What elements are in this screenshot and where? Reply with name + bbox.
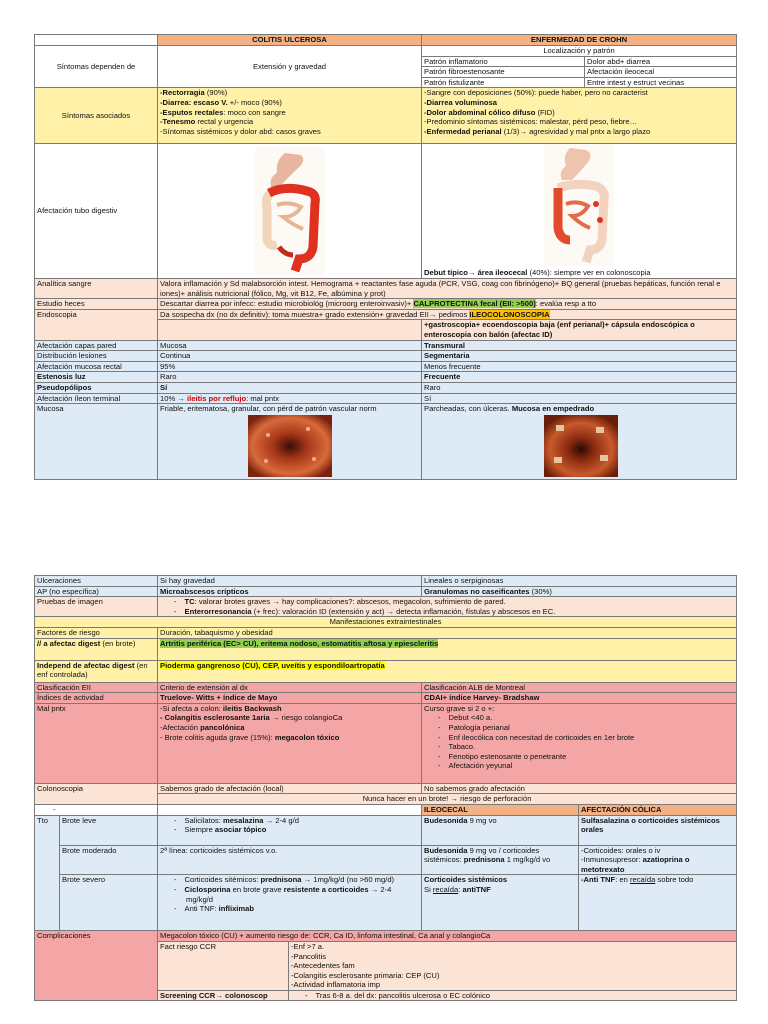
row-label-ileon: Afectación íleon terminal bbox=[35, 393, 158, 404]
cu-ileon: 10% → ileitis por reflujo: mal pntx bbox=[158, 393, 422, 404]
endoscopia-crohn: +gastroscopia+ ecoendoscopia baja (enf perianal)+ cápsula endoscópica o enteroscopia con balón (afectac ID) bbox=[422, 320, 737, 340]
section-extraintestinales: Manifestaciones extraintestinales bbox=[35, 617, 737, 628]
header-enfermedad-crohn: ENFERMEDAD DE CROHN bbox=[422, 35, 737, 46]
row-label-ap: AP (no específica) bbox=[35, 586, 158, 597]
cu-clasificacion: Criterio de extensión al dx bbox=[158, 682, 422, 693]
tto-severo-ileo: Corticoides sistémicos Si recaída: antiTNF bbox=[422, 875, 579, 931]
heces-text: Descartar diarrea por infecc: estudio microbiológ (microorg enteroinvasiv)+ CALPROTECTINA fecal (EII: >500): evalúa resp a tto bbox=[158, 299, 737, 310]
cu-afectacion-illustration bbox=[158, 144, 422, 279]
row-label-riesgo: Factores de riesgo bbox=[35, 627, 158, 638]
crohn-mucosa: Parcheadas, con úlceras. Mucosa en empedrado bbox=[422, 404, 737, 480]
screening-text: - Tras 6-8 a. del dx: pancolitis ulcerosa o EC colónico bbox=[289, 990, 737, 1001]
cu-sintomas-dependen: Extensión y gravedad bbox=[158, 46, 422, 88]
row-label-colonoscopia: Colonoscopia bbox=[35, 783, 158, 804]
row-label-paralelo: // a afectac digest (en brote) bbox=[35, 638, 158, 660]
crohn-indices: CDAI+ índice Harvey- Bradshaw bbox=[422, 693, 737, 704]
patron-name: Patrón fistulizante bbox=[422, 77, 585, 88]
colon-illustration-cu bbox=[255, 147, 325, 275]
tto-header-dash: - bbox=[35, 804, 158, 815]
row-label-sintomas-dependen: Síntomas dependen de bbox=[35, 46, 158, 88]
cu-value: Mucosa bbox=[158, 340, 422, 351]
cu-value: Raro bbox=[158, 372, 422, 383]
tto-severo-label: Brote severo bbox=[60, 875, 158, 931]
row-label: Afectación mucosa rectal bbox=[35, 361, 158, 372]
row-label-tto: Tto bbox=[35, 815, 60, 931]
fact-riesgo-list: -Enf >7 a. -Pancolitis -Antecedentes fam -Colangitis esclerosante primaria: CEP (CU) -Actividad inflamatoria imp bbox=[289, 941, 737, 990]
tto-moderado-colica: -Corticoides: orales o iv -Inmunosupresor: azatioprina o metotrexato bbox=[579, 845, 737, 875]
colon-illustration-crohn bbox=[544, 144, 614, 266]
crohn-sintomas-asociados: -Sangre con deposiciones (50%): puede haber, pero no caracterist -Diarrea voluminosa -Dolor abdominal cólico difuso (FID) -Predominio síntomas sistémicos: malestar, pérd peso, fiebre… -Enfermedad perianal (1/3)→ agresividad y mal pntx a largo plazo bbox=[422, 88, 737, 144]
crohn-ap: Granulomas no caseificantes (30%) bbox=[422, 586, 737, 597]
crohn-colonoscopia: No sabemos grado afectación bbox=[422, 783, 737, 794]
patron-desc: Entre intest y estruct vecinas bbox=[585, 77, 737, 88]
crohn-malpntx: Curso grave si 2 o +: - Debut <40 a. - Patología perianal - Enf ileocólica con necesitad de corticoides en 1er brote - Tabaco. - Fenotipo estenosante o penetrante - Afectación yeyunal bbox=[422, 703, 737, 783]
crohn-value: Raro bbox=[422, 382, 737, 393]
riesgo-text: Duración, tabaquismo y obesidad bbox=[158, 627, 737, 638]
tto-severo-colica: -Anti TNF: en recaída sobre todo bbox=[579, 875, 737, 931]
tto-moderado-ileo: Budesonida 9 mg vo / corticoides sistémicos: prednisona 1 mg/kg/d vo bbox=[422, 845, 579, 875]
cu-malpntx: -Si afecta a colon: ileitis Backwash - Colangitis esclerosante 1aria → riesgo colangioCa -Afectación pancolónica - Brote colitis aguda grave (15%): megacolon tóxico bbox=[158, 703, 422, 783]
screening-label: Screening CCR→ colonoscop bbox=[158, 990, 289, 1001]
cu-sintomas-asociados: -Rectorragia (90%) -Diarrea: escaso V. +/- moco (90%) -Esputos rectales: moco con sangre -Tenesmo rectal y urgencia -Síntomas sistémicos y dolor abd: casos graves bbox=[158, 88, 422, 144]
row-label-ulceraciones: Ulceraciones bbox=[35, 576, 158, 587]
tto-leve-cu: - Salicilatos: mesalazina → 2-4 g/d - Siempre asociar tópico bbox=[158, 815, 422, 845]
tto-severo-cu: - Corticoides sitémicos: prednisona → 1mg/kg/d (no >60 mg/d) - Ciclosporina en brote grave resistente a corticoides → 2-4 mg/kg/d - Anti TNF: infliximab bbox=[158, 875, 422, 931]
row-label: Afectación capas pared bbox=[35, 340, 158, 351]
fact-riesgo-label: Fact riesgo CCR bbox=[158, 941, 289, 990]
row-label-heces: Estudio heces bbox=[35, 299, 158, 310]
colonoscopia-warning: Nunca hacer en un brote! → riesgo de perforación bbox=[158, 794, 737, 805]
crohn-ileon: Sí bbox=[422, 393, 737, 404]
endoscopy-photo-cu bbox=[248, 415, 332, 477]
complicaciones-text: Megacolon tóxico (CU) + aumento riesgo de: CCR, Ca ID, linfoma intestinal, Ca anal y colangioCa bbox=[158, 931, 737, 942]
paralelo-text: Artritis periférica (EC> CU), eritema nodoso, estomatitis aftosa y epiescleritis bbox=[158, 638, 737, 660]
crohn-value: Menos frecuente bbox=[422, 361, 737, 372]
patron-desc: Dolor abd+ diarrea bbox=[585, 56, 737, 67]
header-afectacion-colica: AFECTACIÓN CÓLICA bbox=[579, 804, 737, 815]
row-label-malpntx: Mal pntx bbox=[35, 703, 158, 783]
row-label-independ: Independ de afectac digest (en enf controlada) bbox=[35, 660, 158, 682]
row-label-clasificacion: Clasificación EII bbox=[35, 682, 158, 693]
tto-leve-label: Brote leve bbox=[60, 815, 158, 845]
row-label-endoscopia: Endoscopia bbox=[35, 309, 158, 340]
row-label-imagen: Pruebas de imagen bbox=[35, 597, 158, 617]
imagen-list: - TC: valorar brotes graves → hay complicaciones?: abscesos, megacolon, sufrimiento de pared. - Enterorresonancia (+ frec): valoración ID (extensión y act) → detecta inflamación, fístulas y abscesos en EC. bbox=[158, 597, 737, 617]
row-label-indices: Índices de actividad bbox=[35, 693, 158, 704]
patron-name: Patrón inflamatorio bbox=[422, 56, 585, 67]
row-label: Distribución lesiones bbox=[35, 351, 158, 362]
row-label-afectacion: Afectación tubo digestiv bbox=[35, 144, 158, 279]
row-label-sintomas-asociados: Síntomas asociados bbox=[35, 88, 158, 144]
header-colitis-ulcerosa: COLITIS ULCEROSA bbox=[158, 35, 422, 46]
tto-leve-colica: Sulfasalazina o corticoides sistémicos orales bbox=[579, 815, 737, 845]
row-label: Pseudopólipos bbox=[35, 382, 158, 393]
row-label-mucosa: Mucosa bbox=[35, 404, 158, 480]
crohn-afectacion-cell: Debut típico→ área ileocecal (40%): siempre ver en colonoscopia bbox=[422, 144, 737, 279]
cu-ap: Microabscesos crípticos bbox=[158, 586, 422, 597]
endoscopy-photo-crohn bbox=[544, 415, 618, 477]
row-label-complicaciones: Complicaciones bbox=[35, 931, 158, 1001]
tto-moderado-label: Brote moderado bbox=[60, 845, 158, 875]
independ-text: Pioderma gangrenoso (CU), CEP, uveítis y espondiloartropatía bbox=[158, 660, 737, 682]
cu-value: Continua bbox=[158, 351, 422, 362]
cu-ulceraciones: Si hay gravedad bbox=[158, 576, 422, 587]
tto-moderado-cu: 2ª línea: corticoides sistémicos v.o. bbox=[158, 845, 422, 875]
comparison-table-top bbox=[34, 34, 737, 480]
cu-value: Sí bbox=[158, 382, 422, 393]
crohn-ulceraciones: Lineales o serpiginosas bbox=[422, 576, 737, 587]
row-label: Estenosis luz bbox=[35, 372, 158, 383]
crohn-value: Frecuente bbox=[422, 372, 737, 383]
tto-leve-ileo: Budesonida 9 mg vo bbox=[422, 815, 579, 845]
patron-desc: Afectación ileocecal bbox=[585, 67, 737, 78]
cu-colonoscopia: Sabemos grado de afectación (local) bbox=[158, 783, 422, 794]
cu-value: 95% bbox=[158, 361, 422, 372]
cu-mucosa: Friable, eritematosa, granular, con pérd de patrón vascular norm bbox=[158, 404, 422, 480]
crohn-value: Transmural bbox=[422, 340, 737, 351]
endoscopia-text: Da sospecha dx (no dx definitiv): toma muestra+ grado extensión+ gravedad EII→ pedimos ILEOCOLONOSCOPIA bbox=[158, 309, 737, 320]
row-label-analitica: Analítica sangre bbox=[35, 278, 158, 298]
comparison-table-bottom bbox=[34, 575, 737, 1001]
crohn-clasificacion: Clasificación ALB de Montreal bbox=[422, 682, 737, 693]
analitica-text: Valora inflamación y Sd malabsorción intest. Hemograma + reactantes fase aguda (PCR, VSG, coag con fibrinógeno)+ BQ general (pruebas hepáticas, función renal e iones)+ análisis nutricional (fólico, Mg, vit B12, Fe, albúmina y prot) bbox=[158, 278, 737, 298]
cu-indices: Truelove- Witts + índice de Mayo bbox=[158, 693, 422, 704]
header-ileocecal: ILEOCECAL bbox=[422, 804, 579, 815]
patron-name: Patrón fibroestenosante bbox=[422, 67, 585, 78]
crohn-value: Segmentaria bbox=[422, 351, 737, 362]
crohn-localizacion-title: Localización y patrón bbox=[422, 46, 737, 57]
